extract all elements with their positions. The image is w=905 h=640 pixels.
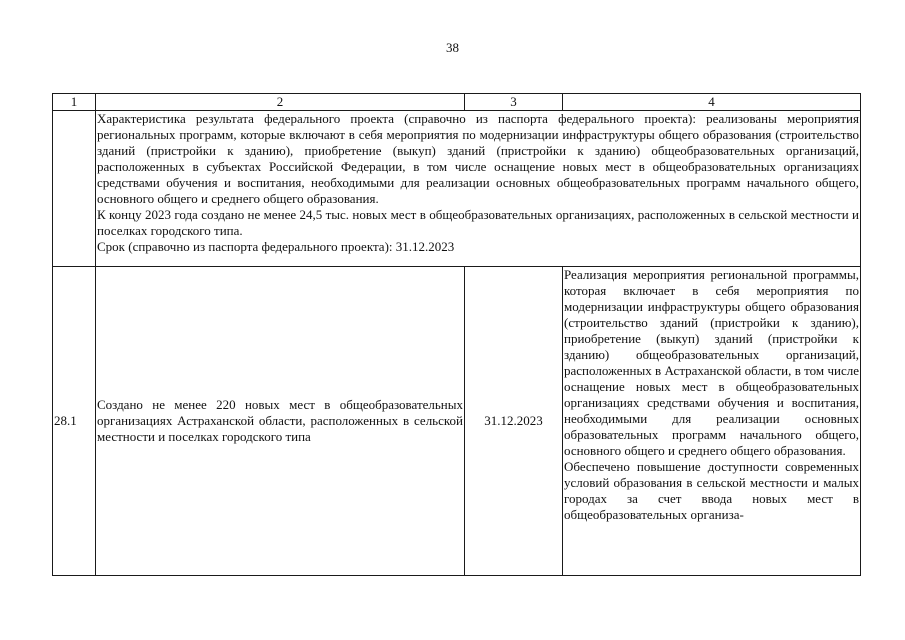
table-header-row — [53, 94, 861, 111]
column-header-4: 4 — [563, 94, 861, 111]
characteristic-row — [53, 111, 861, 267]
row-result: Создано не менее 220 новых мест в общеобразовательных организациях Астраханской области, расположенных в сельской местности и поселках городского типа — [96, 267, 465, 576]
characteristic-cell — [96, 111, 861, 267]
row-number: 28.1 — [53, 267, 96, 576]
row-note-paragraph-2: Обеспечено повышение доступности современных условий образования в сельской местности и малых городах за счет ввода новых мест в общеобразовательных организа- — [564, 459, 859, 522]
characteristic-target: К концу 2023 года создано не менее 24,5 тыс. новых мест в общеобразовательных организациях, расположенных в сельской местности и поселках городского типа. — [97, 207, 859, 238]
column-header-3: 3 — [465, 94, 563, 111]
table-row — [53, 267, 861, 576]
row-notes-content — [564, 267, 859, 573]
row-note-paragraph-1: Реализация мероприятия региональной программы, которая включает в себя мероприятия по модернизации инфраструктуры общего образования (строительство зданий (пристройки к зданию), приобретение (выкуп) зданий (пристройки к зданию) общеобразовательных организаций, расположенных в Астраханской области, в том числе оснащение новых мест в общеобразовательных организациях средствами обучения и воспитания, необходимыми для реализации основных образовательных программ начального общего, основного общего и среднего общего образования. — [564, 267, 859, 458]
row-notes — [563, 267, 861, 576]
column-header-1: 1 — [53, 94, 96, 111]
column-header-2: 2 — [96, 94, 465, 111]
row-date: 31.12.2023 — [465, 267, 563, 576]
characteristic-deadline: Срок (справочно из паспорта федерального проекта): 31.12.2023 — [97, 239, 455, 254]
characteristic-num-cell — [53, 111, 96, 267]
characteristic-description: Характеристика результата федерального проекта (справочно из паспорта федерального проекта): реализованы мероприятия региональных программ, которые включают в себя мероприятия по модернизации инфраструктуры общего образования (строительство зданий (пристройки к зданию), приобретение (выкуп) зданий (пристройки к зданию) общеобразовательных организаций, расположенных в субъектах Российской Федерации, в том числе оснащение новых мест в общеобразовательных организациях средствами обучения и воспитания, необходимыми для реализации основных общеобразовательных программ начального общего, основного общего и среднего общего образования. — [97, 111, 859, 206]
page-number: 38 — [446, 40, 459, 55]
results-table — [52, 93, 861, 576]
